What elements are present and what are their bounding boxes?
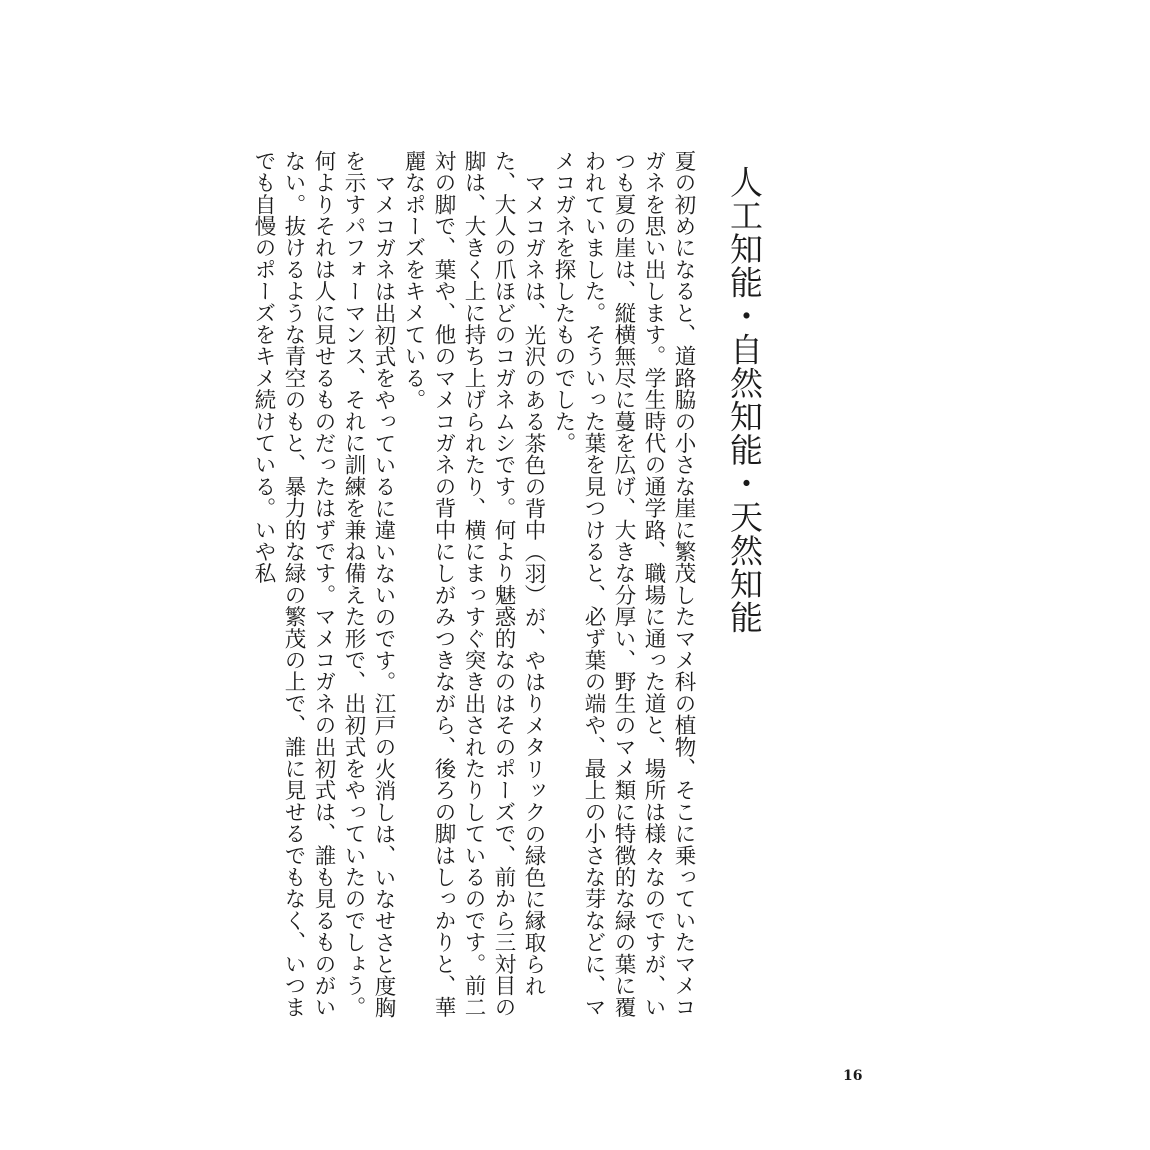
- chapter-title: 人工知能・自然知能・天然知能: [725, 165, 764, 634]
- paragraph-2: マメコガネは、光沢のある茶色の背中（羽）が、やはりメタリックの緑色に縁取られた、大人の爪ほどのコガネムシです。何より魅惑的なのはそのポーズで、前から三対目の脚は、大きく上に持ち上げられたり、横にまっすぐ突き出されたりしているのです。前二対の脚で、葉や、他のマメコガネの背中にしがみつきながら、後ろの脚はしっかりと、華麗なポーズをキメている。: [401, 150, 546, 1018]
- body-text: [251, 150, 698, 1030]
- page-number: 16: [843, 1068, 863, 1084]
- paragraph-1: 夏の初めになると、道路脇の小さな崖に繁茂したマメ科の植物、そこに乗っていたマメコガネを思い出します。学生時代の通学路、職場に通った道と、場所は様々なのですが、いつも夏の崖は、縦横無尽に蔓を広げ、大きな分厚い、野生のマメ類に特徴的な緑の葉に覆われていました。そういった葉を見つけると、必ず葉の端や、最上の小さな芽などに、マメコガネを探したものでした。: [551, 150, 696, 1019]
- paragraph-3: マメコガネは出初式をやっているに違いないのです。江戸の火消しは、いなせさと度胸を示すパフォーマンス、それに訓練を兼ね備えた形で、出初式をやっていたのでしょう。何よりそれは人に見せるものだったはずです。マメコガネの出初式は、誰も見るものがいない。抜けるような青空のもと、暴力的な緑の繁茂の上で、誰に見せるでもなく、いつまでも自慢のポーズをキメ続けている。いや私: [251, 150, 396, 1018]
